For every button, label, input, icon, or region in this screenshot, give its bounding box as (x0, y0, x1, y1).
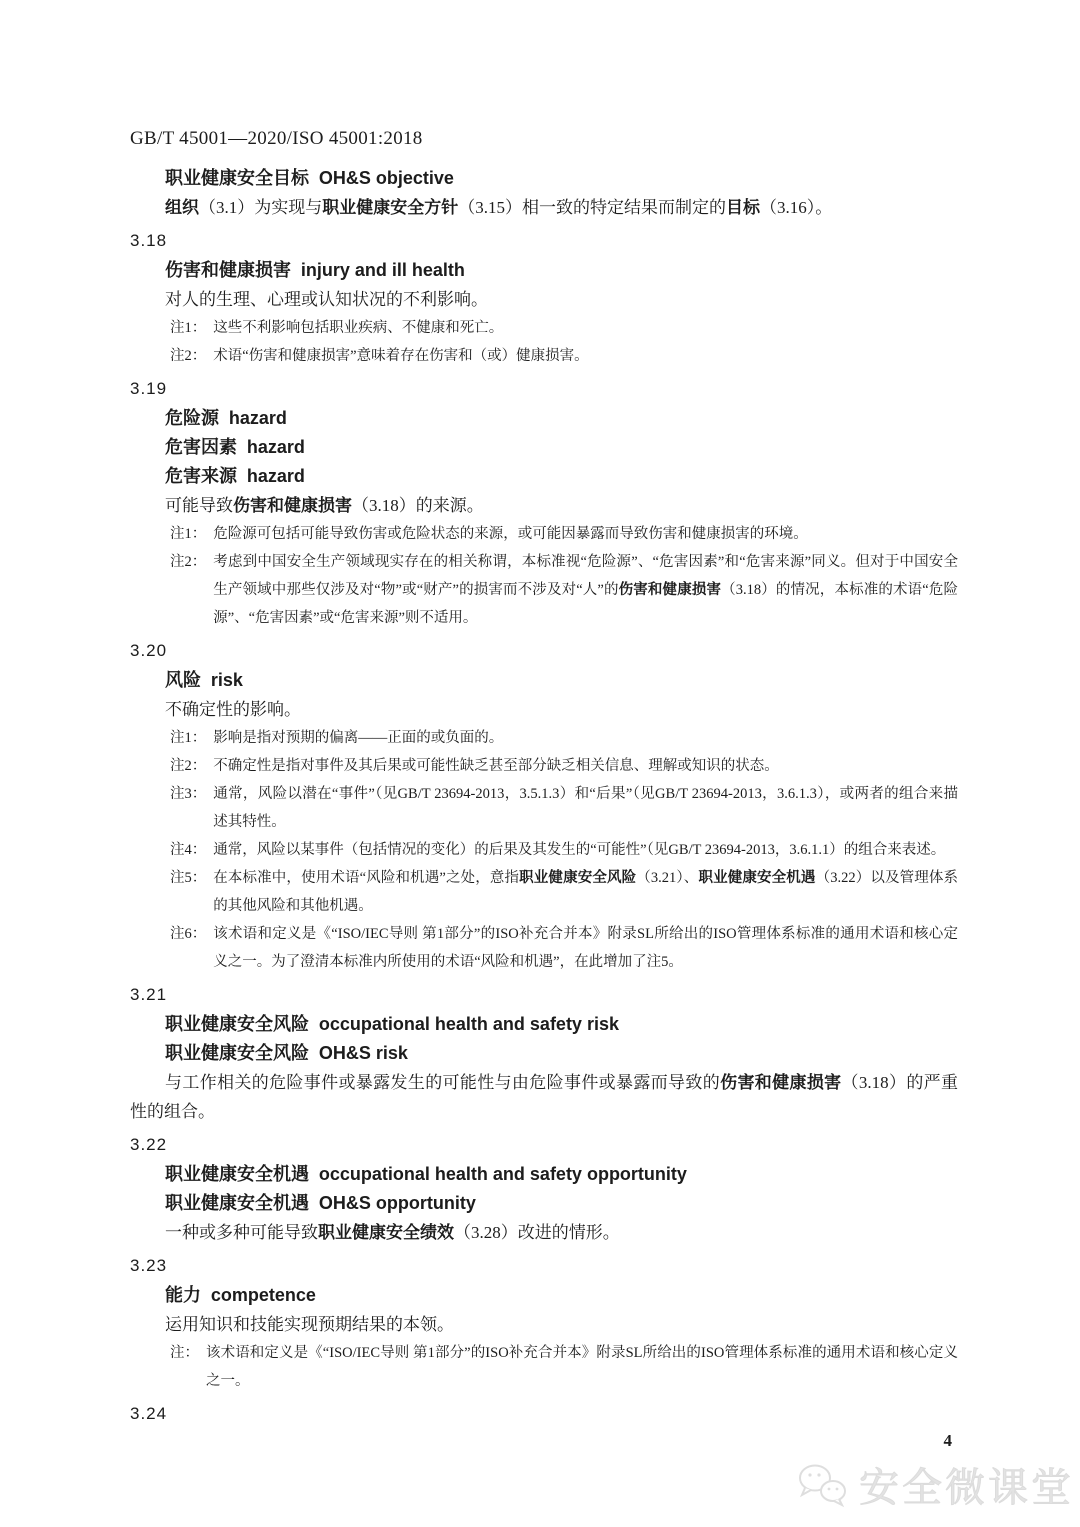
term-chinese: 危害因素 (165, 437, 237, 457)
definition-paragraph (130, 285, 958, 314)
body-text: （3.22）以及管理体系的其他风险和其他机遇。 (213, 870, 959, 914)
note (170, 1339, 958, 1395)
note-text (213, 780, 958, 836)
bold-term-reference: 职业健康安全风险 (519, 870, 637, 886)
terms-and-definitions-body (130, 164, 958, 1429)
note-label: 注4： (170, 842, 207, 858)
term-chinese: 职业健康安全机遇 (165, 1164, 309, 1184)
note-label: 注1： (170, 320, 207, 336)
term-english: injury and ill health (300, 260, 465, 280)
term-english: hazard (246, 466, 305, 486)
term-english: OH&S risk (318, 1043, 408, 1063)
term-chinese: 职业健康安全风险 (165, 1014, 309, 1034)
note-label: 注5： (170, 870, 207, 886)
term-heading (165, 1281, 958, 1310)
term-chinese: 职业健康安全目标 (165, 168, 309, 188)
note-text (213, 752, 958, 780)
body-text: 与工作相关的危险事件或暴露发生的可能性与由危险事件或暴露而导致的 (165, 1073, 721, 1092)
term-heading (165, 404, 958, 433)
term-chinese: 伤害和健康损害 (165, 260, 291, 280)
bold-term-reference: 职业健康安全机遇 (698, 870, 816, 886)
body-text: （3.1）为实现与 (199, 198, 323, 217)
body-text: 危险源可包括可能导致伤害或危险状态的来源，或可能因暴露而导致伤害和健康损害的环境。 (213, 526, 808, 542)
term-chinese: 危害来源 (165, 466, 237, 486)
note (170, 920, 958, 976)
bold-term-reference: 组织 (165, 198, 199, 217)
term-heading (165, 462, 958, 491)
note-label: 注2： (170, 758, 207, 774)
term-english: hazard (246, 437, 305, 457)
bold-term-reference: 伤害和健康损害 (233, 496, 352, 515)
term-heading (165, 1189, 958, 1218)
body-text: 影响是指对预期的偏离——正面的或负面的。 (213, 730, 504, 746)
term-heading (165, 666, 958, 695)
bold-term-reference: 伤害和健康损害 (618, 582, 722, 598)
clause-number: 3.20 (130, 641, 168, 660)
body-text: 通常，风险以潜在“事件”（见GB/T 23694-2013，3.5.1.3）和“后果”（见GB/T 23694-2013，3.6.1.3），或两者的组合来描述其特性。 (213, 786, 958, 830)
note (170, 520, 958, 548)
body-text: （3.18）的来源。 (352, 496, 484, 515)
clause-number: 3.21 (130, 985, 168, 1004)
definition-paragraph (130, 1068, 958, 1126)
body-text: （3.18）的严重性的组合。 (130, 1073, 959, 1121)
body-text: 不确定性是指对事件及其后果或可能性缺乏甚至部分缺乏相关信息、理解或知识的状态。 (213, 758, 779, 774)
term-english: competence (210, 1285, 316, 1305)
bold-term-reference: 目标 (726, 198, 760, 217)
note-label: 注2： (170, 348, 207, 364)
bold-term-reference: 职业健康安全方针 (322, 198, 459, 217)
body-text: 可能导致 (165, 496, 233, 515)
note (170, 836, 958, 864)
term-chinese: 职业健康安全机遇 (165, 1193, 309, 1213)
note-text (213, 920, 958, 976)
note (170, 314, 958, 342)
term-chinese: 能力 (165, 1285, 201, 1305)
note-label: 注2： (170, 554, 207, 570)
body-text: （3.15）相一致的特定结果而制定的 (458, 198, 726, 217)
definition-paragraph (130, 491, 958, 520)
term-heading (165, 256, 958, 285)
term-chinese: 职业健康安全风险 (165, 1043, 309, 1063)
note-label: 注6： (170, 926, 207, 942)
note-text (213, 724, 958, 752)
definition-paragraph (130, 695, 958, 724)
body-text: 运用知识和技能实现预期结果的本领。 (165, 1315, 454, 1334)
bold-term-reference: 伤害和健康损害 (720, 1073, 842, 1092)
note-text (213, 548, 958, 632)
body-text: 考虑到中国安全生产领域现实存在的相关称谓，本标准视“危险源”、“危害因素”和“危害来源”同义。但对于中国安全生产领域中那些仅涉及对“物”或“财产”的损害而不涉及对“人”的 (213, 554, 958, 598)
term-english: occupational health and safety opportunity (318, 1164, 687, 1184)
watermark-text: 安全微课堂 (859, 1466, 1074, 1510)
note-text (213, 314, 958, 342)
body-text: （3.21）、 (636, 870, 699, 886)
note (170, 342, 958, 370)
note-text (206, 1339, 958, 1395)
body-text: （3.18）的情况，本标准的术语“危险源”、“危害因素”或“危害来源”则不适用。 (213, 582, 958, 626)
term-english: OH&S objective (318, 168, 454, 188)
term-english: hazard (228, 408, 287, 428)
body-text: 该术语和定义是《“ISO/IEC导则 第1部分”的ISO补充合并本》附录SL所给出的ISO管理体系标准的通用术语和核心定义之一。 (206, 1345, 958, 1389)
term-heading (165, 1160, 958, 1189)
body-text: 这些不利影响包括职业疾病、不健康和死亡。 (213, 320, 504, 336)
clause-number: 3.24 (130, 1404, 168, 1423)
body-text: 通常，风险以某事件（包括情况的变化）的后果及其发生的“可能性”（见GB/T 23694-2013，3.6.1.1）的组合来表述。 (213, 842, 946, 858)
body-text: （3.16）。 (760, 198, 833, 217)
clause-number: 3.18 (130, 231, 168, 250)
term-english: risk (210, 670, 243, 690)
note (170, 780, 958, 836)
note (170, 548, 958, 632)
clause-number: 3.22 (130, 1135, 168, 1154)
note-label: 注： (170, 1345, 199, 1361)
clause-number: 3.23 (130, 1256, 168, 1275)
definition-paragraph (130, 193, 958, 222)
note-label: 注1： (170, 730, 207, 746)
body-text: 该术语和定义是《“ISO/IEC导则 第1部分”的ISO补充合并本》附录SL所给出的ISO管理体系标准的通用术语和核心定义之一。为了澄清本标准内所使用的术语“风险和机遇”，在此增加了注5。 (213, 926, 958, 970)
body-text: 在本标准中，使用术语“风险和机遇”之处，意指 (213, 870, 520, 886)
term-chinese: 危险源 (165, 408, 219, 428)
clause-number: 3.19 (130, 379, 168, 398)
note-text (213, 864, 958, 920)
term-english: OH&S opportunity (318, 1193, 476, 1213)
wechat-icon (795, 1461, 851, 1509)
term-heading (165, 164, 958, 193)
body-text: 对人的生理、心理或认知状况的不利影响。 (165, 290, 488, 309)
note-label: 注3： (170, 786, 207, 802)
definition-paragraph (130, 1218, 958, 1247)
definition-paragraph (130, 1310, 958, 1339)
term-heading (165, 1010, 958, 1039)
standard-number-header: GB/T 45001—2020/ISO 45001:2018 (130, 128, 423, 149)
body-text: 不确定性的影响。 (165, 700, 301, 719)
term-english: occupational health and safety risk (318, 1014, 619, 1034)
term-heading (165, 433, 958, 462)
note-text (213, 520, 958, 548)
note (170, 724, 958, 752)
note (170, 752, 958, 780)
watermark (795, 1456, 1074, 1513)
note-text (213, 342, 958, 370)
bold-term-reference: 职业健康安全绩效 (318, 1223, 454, 1242)
term-heading (165, 1039, 958, 1068)
note-text (213, 836, 958, 864)
document-content (130, 128, 958, 1429)
body-text: 一种或多种可能导致 (165, 1223, 318, 1242)
body-text: （3.28）改进的情形。 (454, 1223, 620, 1242)
body-text: 术语“伤害和健康损害”意味着存在伤害和（或）健康损害。 (213, 348, 589, 364)
note (170, 864, 958, 920)
term-chinese: 风险 (165, 670, 201, 690)
page-number: 4 (943, 1431, 952, 1450)
note-label: 注1： (170, 526, 207, 542)
